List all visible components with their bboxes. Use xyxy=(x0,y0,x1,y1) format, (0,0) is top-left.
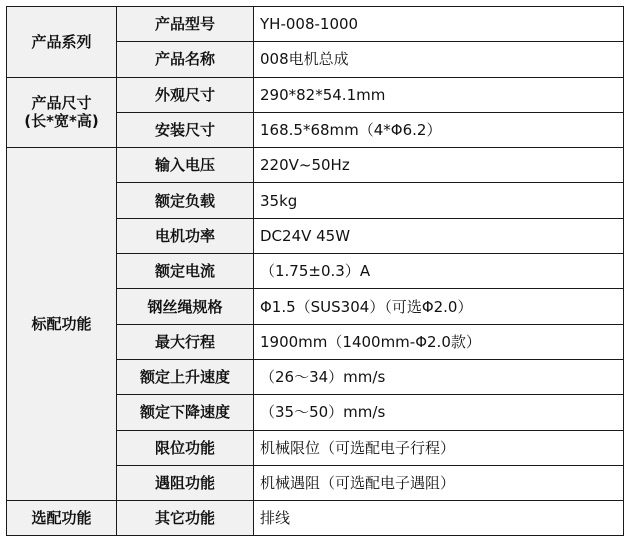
table-row xyxy=(7,148,624,183)
field-label: 产品型号 xyxy=(117,7,254,42)
spec-table xyxy=(6,6,624,536)
field-label: 其它功能 xyxy=(117,501,254,536)
field-value: Φ1.5（SUS304）（可选Φ2.0） xyxy=(254,289,624,324)
table-row xyxy=(7,77,624,112)
field-value: （35～50）mm/s xyxy=(254,395,624,430)
field-value: 排线 xyxy=(254,501,624,536)
field-value: （26～34）mm/s xyxy=(254,359,624,394)
category-label: 产品尺寸 xyxy=(31,94,92,113)
category-product-series: 产品系列 xyxy=(7,7,117,78)
field-value: 1900mm（1400mm-Φ2.0款） xyxy=(254,324,624,359)
category-sublabel: (长*宽*高) xyxy=(24,112,99,131)
field-value: 220V~50Hz xyxy=(254,148,624,183)
field-label: 安装尺寸 xyxy=(117,112,254,147)
field-value: （1.75±0.3）A xyxy=(254,254,624,289)
field-label: 额定负载 xyxy=(117,183,254,218)
field-label: 产品名称 xyxy=(117,42,254,77)
field-label: 限位功能 xyxy=(117,430,254,465)
table-row xyxy=(7,501,624,536)
field-label: 遇阻功能 xyxy=(117,465,254,500)
field-value: 机械限位（可选配电子行程） xyxy=(254,430,624,465)
category-product-size xyxy=(7,77,117,148)
field-label: 最大行程 xyxy=(117,324,254,359)
field-label: 电机功率 xyxy=(117,218,254,253)
category-optional-functions: 选配功能 xyxy=(7,501,117,536)
field-value: YH-008-1000 xyxy=(254,7,624,42)
field-label: 额定上升速度 xyxy=(117,359,254,394)
field-value: DC24V 45W xyxy=(254,218,624,253)
field-label: 输入电压 xyxy=(117,148,254,183)
field-value: 008电机总成 xyxy=(254,42,624,77)
field-value: 168.5*68mm（4*Φ6.2） xyxy=(254,112,624,147)
field-label: 外观尺寸 xyxy=(117,77,254,112)
field-value: 35kg xyxy=(254,183,624,218)
field-label: 钢丝绳规格 xyxy=(117,289,254,324)
field-value: 机械遇阻（可选配电子遇阻） xyxy=(254,465,624,500)
field-label: 额定下降速度 xyxy=(117,395,254,430)
field-value: 290*82*54.1mm xyxy=(254,77,624,112)
category-standard-functions: 标配功能 xyxy=(7,148,117,501)
field-label: 额定电流 xyxy=(117,254,254,289)
table-row xyxy=(7,7,624,42)
